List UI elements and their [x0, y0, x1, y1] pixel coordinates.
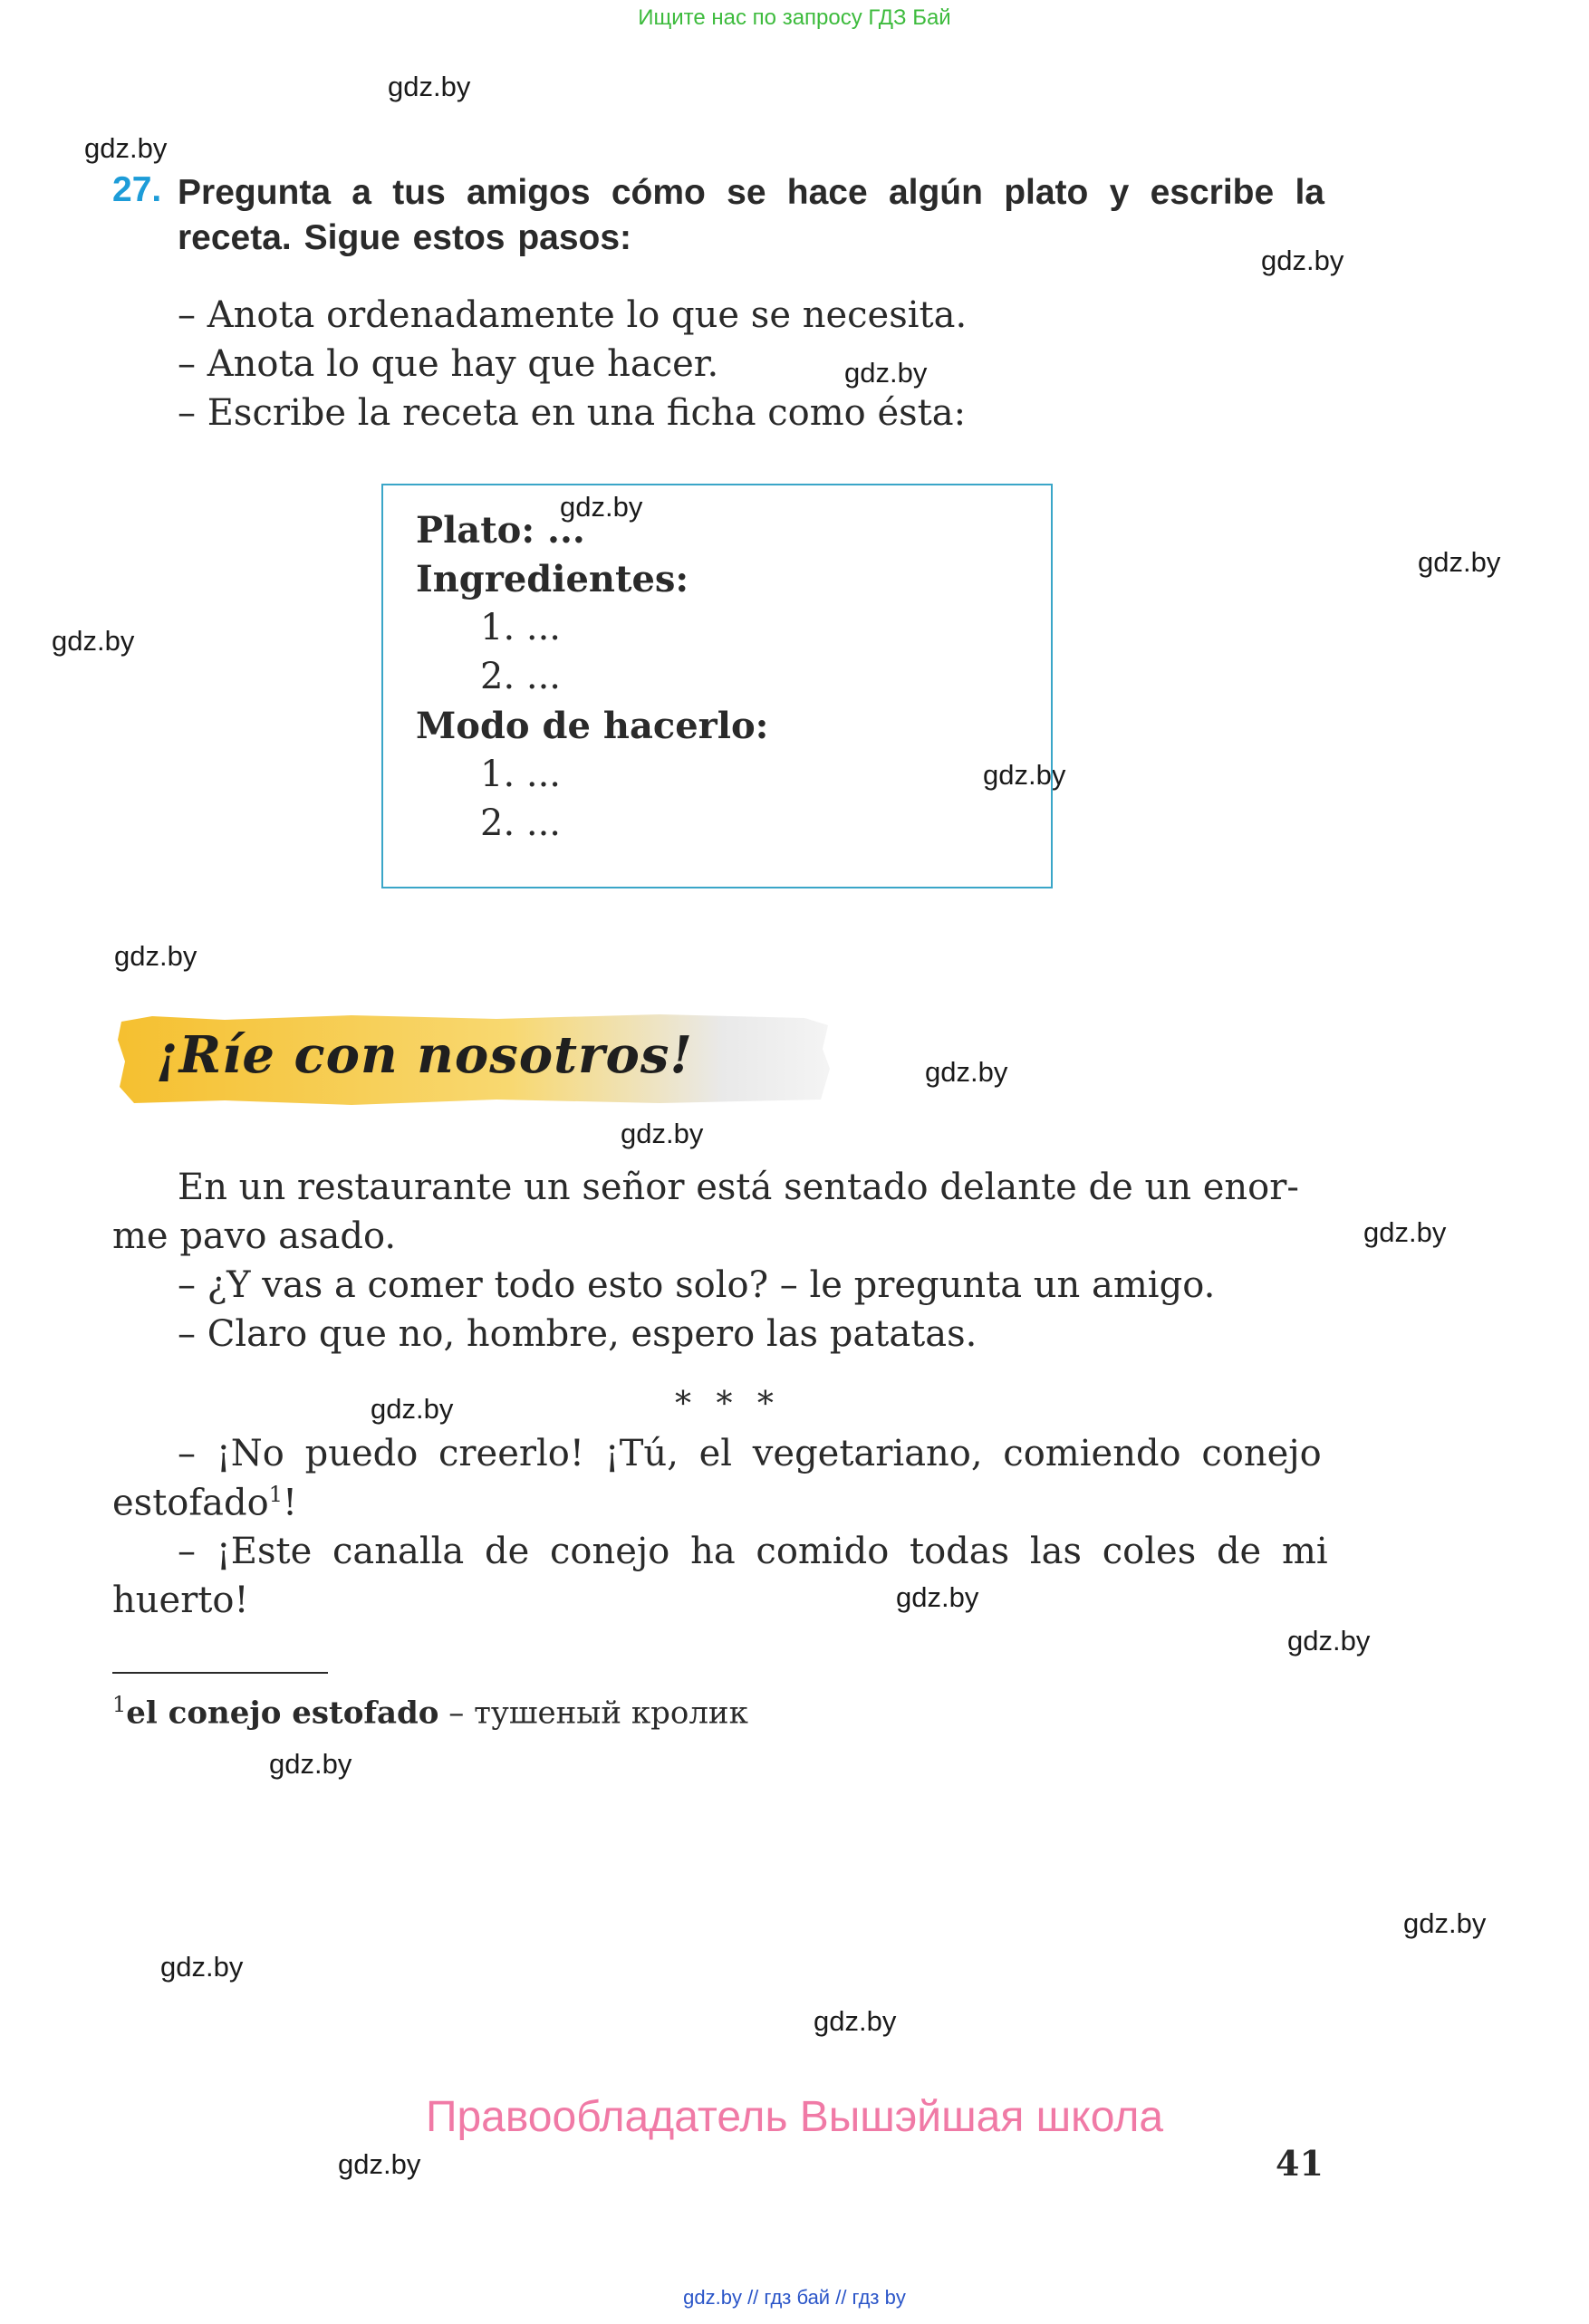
recipe-plato-label: Plato: ... [416, 509, 585, 552]
exercise-instruction: Pregunta a tus amigos cómo se hace algún plato y escribe la receta. Sigue estos pasos: [178, 173, 1324, 257]
footnote-marker: 1 [268, 1482, 283, 1507]
watermark: gdz.by [621, 1118, 704, 1149]
top-search-note: Ищите нас по запросу ГДЗ Бай [638, 5, 951, 30]
watermark: gdz.by [160, 1951, 244, 1983]
watermark: gdz.by [1363, 1216, 1447, 1248]
watermark: gdz.by [269, 1748, 352, 1780]
joke-line: – Claro que no, hombre, espero las patatas. [178, 1313, 977, 1355]
watermark: gdz.by [84, 132, 168, 164]
step-item: – Anota lo que hay que hacer. [178, 343, 719, 385]
watermark: gdz.by [1261, 245, 1344, 276]
watermark: gdz.by [814, 2005, 897, 2037]
watermark: gdz.by [1418, 546, 1501, 578]
recipe-modo-label: Modo de hacerlo: [416, 705, 769, 747]
joke-line [112, 1482, 297, 1523]
joke-text: ! [282, 1482, 298, 1524]
footnote-divider [112, 1672, 328, 1674]
footnote-translation: – тушеный кролик [438, 1695, 748, 1732]
exercise-number: 27. [112, 170, 162, 209]
watermark: gdz.by [338, 2148, 421, 2180]
footnote-marker: 1 [112, 1692, 127, 1717]
joke-line: En un restaurante un señor está sentado delante de un enor- [178, 1167, 1299, 1208]
recipe-ingredient-item: 1. ... [480, 607, 562, 648]
watermark: gdz.by [52, 625, 135, 657]
joke-line: – ¡Este canalla de conejo ha comido todas las coles de mi [178, 1531, 1328, 1572]
page-number: 41 [1276, 2143, 1324, 2184]
joke-line: – ¡No puedo creerlo! ¡Tú, el vegetariano, comiendo conejo [178, 1433, 1322, 1474]
watermark: gdz.by [1287, 1625, 1371, 1657]
watermark: gdz.by [388, 71, 471, 102]
footnote-term: el conejo estofado [126, 1695, 439, 1732]
footnote [112, 1692, 748, 1731]
joke-line: me pavo asado. [112, 1215, 397, 1257]
watermark: gdz.by [844, 357, 928, 389]
recipe-ingredient-item: 2. ... [480, 656, 562, 697]
recipe-step-item: 2. ... [480, 802, 562, 844]
footer-links[interactable]: gdz.by // гдз бай // гдз by [683, 2286, 906, 2309]
recipe-ingredientes-label: Ingredientes: [416, 558, 689, 600]
step-item: – Escribe la receta en una ficha como ésta: [178, 392, 967, 434]
watermark: gdz.by [896, 1581, 979, 1613]
watermark: gdz.by [560, 491, 643, 523]
copyright-holder: Правообладатель Вышэйшая школа [425, 2093, 1164, 2141]
joke-line: huerto! [112, 1580, 249, 1621]
watermark: gdz.by [925, 1056, 1008, 1088]
watermark: gdz.by [114, 940, 197, 972]
joke-text: estofado [112, 1482, 269, 1524]
recipe-step-item: 1. ... [480, 754, 562, 795]
joke-line: – ¿Y vas a comer todo esto solo? – le pregunta un amigo. [178, 1264, 1216, 1306]
section-title: ¡Ríe con nosotros! [156, 1025, 693, 1085]
watermark: gdz.by [1403, 1907, 1487, 1939]
watermark: gdz.by [983, 759, 1066, 791]
step-item: – Anota ordenadamente lo que se necesita. [178, 294, 968, 336]
watermark: gdz.by [371, 1393, 454, 1425]
joke-separator: * * * [675, 1386, 781, 1423]
